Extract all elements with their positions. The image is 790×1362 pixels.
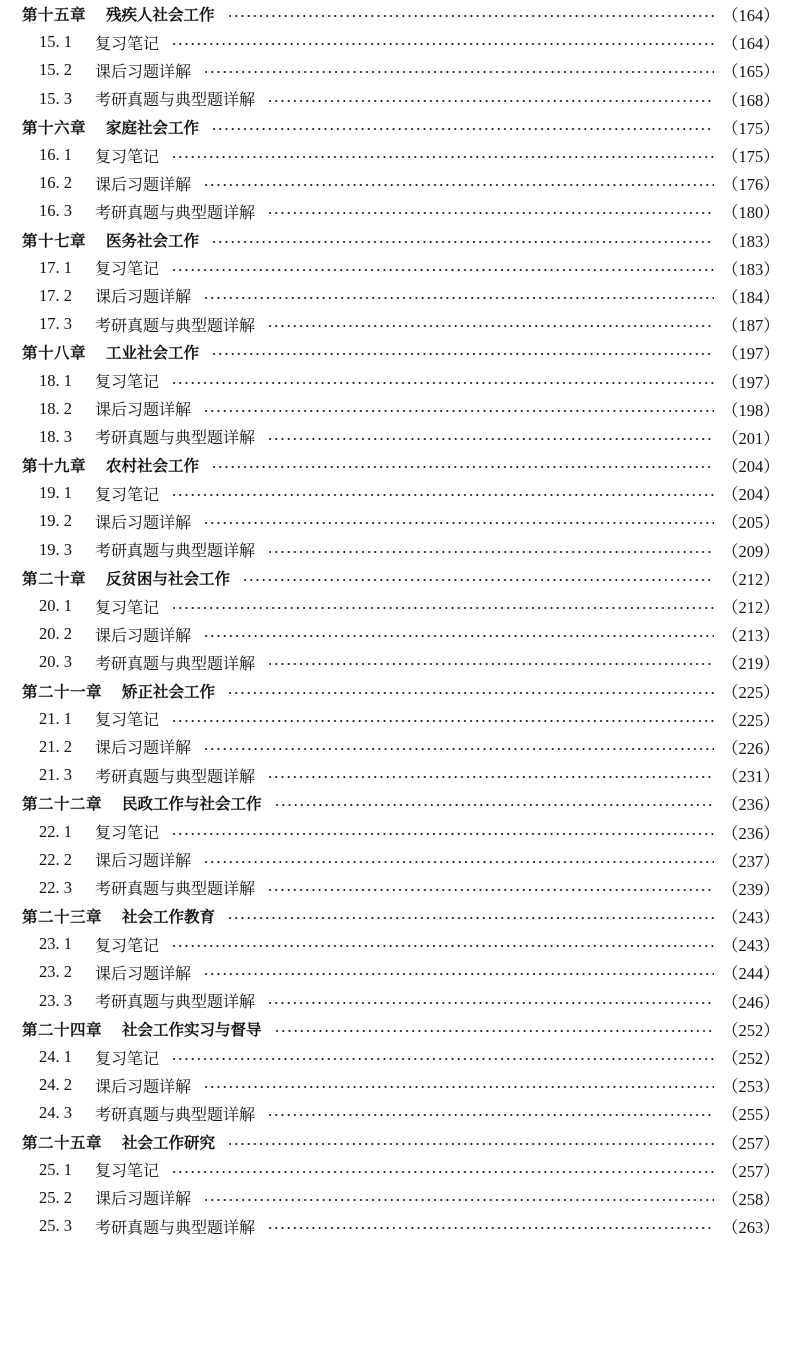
section-number: 25. 1 [39,1159,72,1179]
section-number: 21. 3 [39,765,72,785]
toc-section-entry[interactable] [22,1212,780,1240]
toc-section-entry[interactable] [22,197,780,225]
section-title: 课后习题详解 [95,963,192,983]
page-number: （258） [722,1189,780,1209]
dot-leader [171,265,714,275]
toc-section-entry[interactable] [22,310,780,338]
section-number: 22. 2 [39,849,72,869]
chapter-number: 第十八章 [22,344,87,363]
section-number: 16. 2 [39,173,72,193]
page-number: （197） [722,344,780,364]
dot-leader [171,603,714,613]
toc-chapter-entry[interactable] [22,338,780,366]
dot-leader [203,67,714,77]
toc-section-entry[interactable] [22,169,780,197]
page-number: （212） [722,569,780,589]
dot-leader [211,237,714,247]
section-title: 课后习题详解 [95,1189,192,1209]
section-title: 考研真题与典型题详解 [95,1104,256,1124]
toc-chapter-entry[interactable] [22,1015,780,1043]
page-number: （176） [722,175,780,195]
dot-leader [171,39,714,49]
section-number: 21. 1 [39,708,72,728]
section-title: 考研真题与典型题详解 [95,653,256,673]
section-title: 复习笔记 [95,935,160,955]
chapter-number: 第二十五章 [22,1133,103,1152]
toc-section-entry[interactable] [22,705,780,733]
section-number: 25. 3 [39,1216,72,1236]
section-number: 20. 2 [39,624,72,644]
section-number: 19. 2 [39,511,72,531]
section-title: 考研真题与典型题详解 [95,541,256,561]
table-of-contents [22,0,780,1240]
page-number: （168） [722,90,780,110]
section-number: 17. 2 [39,285,72,305]
dot-leader [227,688,714,698]
dot-leader [203,744,714,754]
dot-leader [227,1139,714,1149]
section-title: 考研真题与典型题详解 [95,202,256,222]
section-number: 24. 2 [39,1075,72,1095]
chapter-number: 第二十四章 [22,1020,103,1039]
page-number: （164） [722,34,780,54]
dot-leader [267,321,714,331]
toc-chapter-entry[interactable] [22,451,780,479]
page-number: （257） [722,1161,780,1181]
dot-leader [203,293,714,303]
page-number: （255） [722,1105,780,1125]
page-number: （244） [722,964,780,984]
page-number: （201） [722,428,780,448]
section-title: 复习笔记 [95,597,160,617]
section-number: 21. 2 [39,736,72,756]
toc-section-entry[interactable] [22,817,780,845]
toc-section-entry[interactable] [22,254,780,282]
dot-leader [211,462,714,472]
dot-leader [203,406,714,416]
toc-chapter-entry[interactable] [22,226,780,254]
dot-leader [171,829,714,839]
section-title: 课后习题详解 [95,287,192,307]
page-number: （219） [722,654,780,674]
section-title: 课后习题详解 [95,851,192,871]
toc-section-entry[interactable] [22,958,780,986]
chapter-number: 第十六章 [22,118,87,137]
page-number: （231） [722,767,780,787]
page-number: （164） [722,6,780,26]
chapter-number: 第十五章 [22,6,87,25]
dot-leader [267,1223,714,1233]
dot-leader [171,1167,714,1177]
toc-section-entry[interactable] [22,1099,780,1127]
toc-chapter-entry[interactable] [22,564,780,592]
section-number: 24. 1 [39,1047,72,1067]
toc-section-entry[interactable] [22,423,780,451]
dot-leader [171,941,714,951]
page-number: （257） [722,1133,780,1153]
dot-leader [203,631,714,641]
dot-leader [203,1082,714,1092]
section-title: 课后习题详解 [95,400,192,420]
toc-section-entry[interactable] [22,1184,780,1212]
chapter-title: 医务社会工作 [106,231,200,250]
toc-section-entry[interactable] [22,761,780,789]
toc-chapter-entry[interactable] [22,789,780,817]
page-number: （205） [722,513,780,533]
toc-section-entry[interactable] [22,479,780,507]
dot-leader [267,547,714,557]
page-number: （184） [722,287,780,307]
page-number: （239） [722,879,780,899]
page-number: （252） [722,1049,780,1069]
toc-section-entry[interactable] [22,930,780,958]
section-title: 复习笔记 [95,823,160,843]
section-number: 24. 3 [39,1103,72,1123]
section-title: 复习笔记 [95,1048,160,1068]
chapter-number: 第二十一章 [22,682,103,701]
section-title: 考研真题与典型题详解 [95,315,256,335]
toc-section-entry[interactable] [22,56,780,84]
chapter-number: 第十七章 [22,231,87,250]
dot-leader [267,1110,714,1120]
page-number: （180） [722,203,780,223]
toc-section-entry[interactable] [22,987,780,1015]
page-number: （183） [722,231,780,251]
section-number: 15. 2 [39,60,72,80]
section-number: 23. 1 [39,934,72,954]
section-title: 复习笔记 [95,259,160,279]
chapter-title: 工业社会工作 [106,344,200,363]
toc-section-entry[interactable] [22,1156,780,1184]
dot-leader [267,998,714,1008]
dot-leader [203,969,714,979]
dot-leader [171,490,714,500]
toc-section-entry[interactable] [22,733,780,761]
section-number: 18. 1 [39,370,72,390]
dot-leader [267,659,714,669]
dot-leader [203,857,714,867]
dot-leader [203,1195,714,1205]
toc-chapter-entry[interactable] [22,902,780,930]
page-number: （236） [722,823,780,843]
toc-section-entry[interactable] [22,85,780,113]
toc-chapter-entry[interactable] [22,113,780,141]
section-title: 考研真题与典型题详解 [95,1217,256,1237]
section-title: 课后习题详解 [95,61,192,81]
section-number: 23. 3 [39,990,72,1010]
toc-chapter-entry[interactable] [22,0,780,28]
page-number: （209） [722,541,780,561]
dot-leader [171,716,714,726]
dot-leader [171,1054,714,1064]
chapter-title: 反贫困与社会工作 [106,569,231,588]
section-title: 课后习题详解 [95,625,192,645]
toc-chapter-entry[interactable] [22,677,780,705]
section-number: 20. 1 [39,596,72,616]
toc-section-entry[interactable] [22,846,780,874]
section-title: 复习笔记 [95,710,160,730]
section-number: 17. 1 [39,257,72,277]
page-number: （175） [722,118,780,138]
page-number: （187） [722,316,780,336]
dot-leader [274,800,714,810]
dot-leader [211,349,714,359]
toc-section-entry[interactable] [22,507,780,535]
toc-section-entry[interactable] [22,1071,780,1099]
section-number: 19. 1 [39,483,72,503]
section-number: 15. 1 [39,32,72,52]
section-title: 复习笔记 [95,1161,160,1181]
section-number: 15. 3 [39,88,72,108]
toc-section-entry[interactable] [22,874,780,902]
page-number: （225） [722,682,780,702]
dot-leader [171,152,714,162]
section-title: 课后习题详解 [95,738,192,758]
section-number: 23. 2 [39,962,72,982]
chapter-title: 民政工作与社会工作 [122,795,262,814]
section-title: 考研真题与典型题详解 [95,90,256,110]
page-number: （237） [722,851,780,871]
page-number: （198） [722,400,780,420]
page-number: （197） [722,372,780,392]
toc-section-entry[interactable] [22,366,780,394]
chapter-number: 第二十章 [22,569,87,588]
section-number: 22. 3 [39,877,72,897]
section-number: 18. 2 [39,398,72,418]
chapter-title: 矫正社会工作 [122,682,216,701]
chapter-number: 第二十二章 [22,795,103,814]
page-number: （225） [722,710,780,730]
toc-chapter-entry[interactable] [22,1128,780,1156]
toc-section-entry[interactable] [22,1043,780,1071]
chapter-title: 家庭社会工作 [106,118,200,137]
section-title: 考研真题与典型题详解 [95,428,256,448]
page-number: （236） [722,795,780,815]
dot-leader [227,913,714,923]
toc-section-entry[interactable] [22,648,780,676]
section-number: 16. 3 [39,201,72,221]
dot-leader [267,96,714,106]
section-number: 18. 3 [39,426,72,446]
dot-leader [267,885,714,895]
toc-section-entry[interactable] [22,536,780,564]
page-number: （165） [722,62,780,82]
section-number: 17. 3 [39,314,72,334]
dot-leader [171,378,714,388]
section-title: 课后习题详解 [95,512,192,532]
page-number: （263） [722,1218,780,1238]
section-number: 20. 3 [39,652,72,672]
dot-leader [274,1026,714,1036]
section-title: 复习笔记 [95,372,160,392]
page-number: （243） [722,908,780,928]
dot-leader [211,124,714,134]
page-number: （243） [722,936,780,956]
chapter-number: 第二十三章 [22,908,103,927]
section-title: 复习笔记 [95,146,160,166]
section-title: 复习笔记 [95,33,160,53]
dot-leader [267,434,714,444]
page-number: （213） [722,626,780,646]
chapter-title: 残疾人社会工作 [106,6,215,25]
section-title: 考研真题与典型题详解 [95,766,256,786]
chapter-title: 社会工作研究 [122,1133,216,1152]
toc-section-entry[interactable] [22,395,780,423]
section-number: 22. 1 [39,821,72,841]
toc-section-entry[interactable] [22,141,780,169]
chapter-number: 第十九章 [22,457,87,476]
section-title: 考研真题与典型题详解 [95,992,256,1012]
page-number: （252） [722,1020,780,1040]
toc-section-entry[interactable] [22,592,780,620]
toc-section-entry[interactable] [22,28,780,56]
section-title: 课后习题详解 [95,174,192,194]
page-number: （253） [722,1077,780,1097]
toc-section-entry[interactable] [22,282,780,310]
dot-leader [203,518,714,528]
section-title: 课后习题详解 [95,1076,192,1096]
dot-leader [267,208,714,218]
toc-section-entry[interactable] [22,620,780,648]
chapter-title: 社会工作教育 [122,908,216,927]
section-number: 25. 2 [39,1187,72,1207]
dot-leader [227,11,714,21]
page-number: （183） [722,259,780,279]
page-number: （204） [722,485,780,505]
section-title: 复习笔记 [95,484,160,504]
dot-leader [203,180,714,190]
chapter-title: 农村社会工作 [106,457,200,476]
page-number: （212） [722,598,780,618]
page-number: （204） [722,457,780,477]
page-number: （175） [722,147,780,167]
section-number: 16. 1 [39,145,72,165]
page-number: （226） [722,738,780,758]
dot-leader [242,575,714,585]
dot-leader [267,772,714,782]
section-title: 考研真题与典型题详解 [95,879,256,899]
section-number: 19. 3 [39,539,72,559]
page-number: （246） [722,992,780,1012]
chapter-title: 社会工作实习与督导 [122,1020,262,1039]
